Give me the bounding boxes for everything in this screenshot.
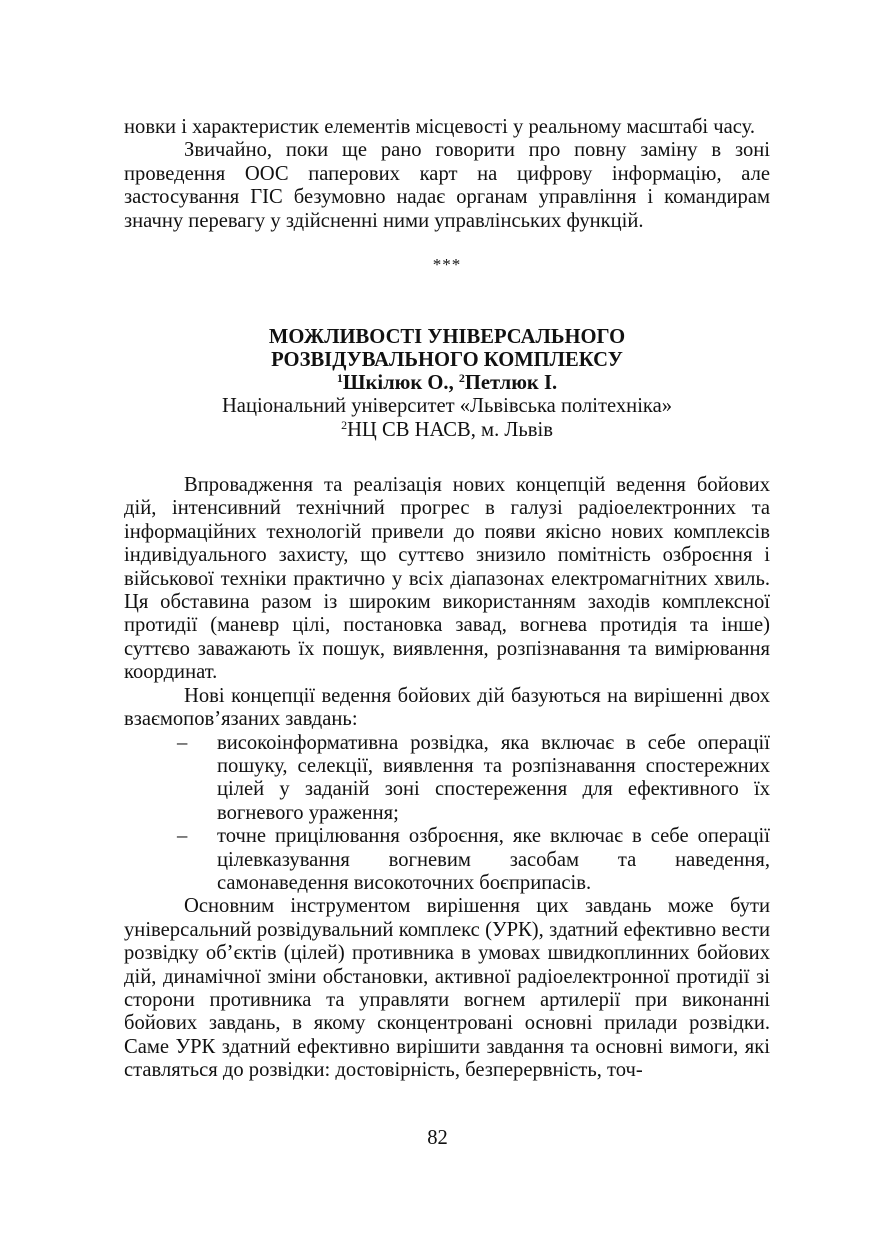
author-2-affiliation-mark: 2	[458, 371, 465, 386]
task-list-item	[124, 732, 770, 826]
page-content	[124, 116, 770, 1083]
article-title-line-2: РОЗВІДУВАЛЬНОГО КОМПЛЕКСУ	[271, 349, 623, 372]
body-paragraph: Впровадження та реалізація нових концепцій ведення бойових дій, інтенсивний технічний прогрес в галузі радіоелектронних та інформаційних технологій привели до появи якісно нових комплексів індивідуального захисту, що суттєво знизило помітність озброєння і військової техніки практично у всіх діапазонах електромагнітних хвиль. Ця обставина разом із широким використанням заходів комплексної протидії (маневр цілі, постановка завад, вогнева протидія та інше) суттєво заважають їх пошук, виявлення, розпізнавання та вимірювання координат.	[124, 474, 770, 684]
task-list-item	[124, 825, 770, 895]
article-body	[124, 474, 770, 1083]
intro-paragraph: Звичайно, поки ще рано говорити про повну заміну в зоні проведення ООС паперових карт на цифрову інформацію, але застосування ГІС безумовно надає органам управління і командирам значну перевагу у здійсненні ними управлінських функцій.	[124, 139, 770, 232]
affiliation-2-mark: 2	[341, 417, 348, 432]
author-1-affiliation-mark: 1	[336, 371, 343, 386]
article-title-line-1: МОЖЛИВОСТІ УНІВЕРСАЛЬНОГО	[268, 326, 626, 349]
page-number: 82	[427, 1127, 448, 1149]
intro-paragraph-continuation: новки і характеристик елементів місцевості у реальному масштабі часу.	[124, 116, 756, 138]
affiliation-1	[124, 395, 770, 419]
section-separator: ***	[432, 255, 462, 275]
task-list	[124, 732, 770, 896]
body-paragraph: Основним інструментом вирішення цих завдань може бути універсальний розвідувальний комплекс (УРК), здатний ефективно вести розвідку об’єктів (цілей) противника в умовах швидкоплинних бойових дій, динамічної зміни обстановки, активної радіоелектронної протидії зі сторони противника та управляти вогнем артилерії при виконанні бойових завдань, в якому сконцентровані основні прилади розвідки. Саме УРК здатний ефективно вирішити завдання та основні вимоги, які ставляться до розвідки: достовірність, безперервність, точ-	[124, 895, 770, 1082]
affiliation-2	[124, 419, 770, 443]
author-2-name: Петлюк І.	[464, 372, 558, 395]
affiliation-1-text: Національний університет «Львівська політехніка»	[221, 395, 673, 418]
dash-bullet-icon: –	[177, 731, 188, 754]
article-authors	[124, 372, 770, 395]
dash-bullet-icon: –	[177, 825, 188, 848]
affiliation-2-text: НЦ СВ НАСВ, м. Львів	[347, 418, 553, 441]
body-paragraph: Нові концепції ведення бойових дій базуються на вирішенні двох взаємопов’язаних завдань:	[124, 684, 770, 731]
task-list-item-text: високоінформативна розвідка, яка включає в себе операції пошуку, селекції, виявлення та розпізнавання спостережних цілей у заданій зоні спостереження для ефективного їх вогневого ураження;	[217, 731, 770, 824]
article-header	[124, 326, 770, 442]
author-1-name: Шкілюк О.,	[342, 372, 454, 395]
task-list-item-text: точне прицілювання озброєння, яке включає в себе операції цілевказування вогневим засобам та наведення, самонаведення високоточних боєприпасів.	[217, 825, 770, 894]
